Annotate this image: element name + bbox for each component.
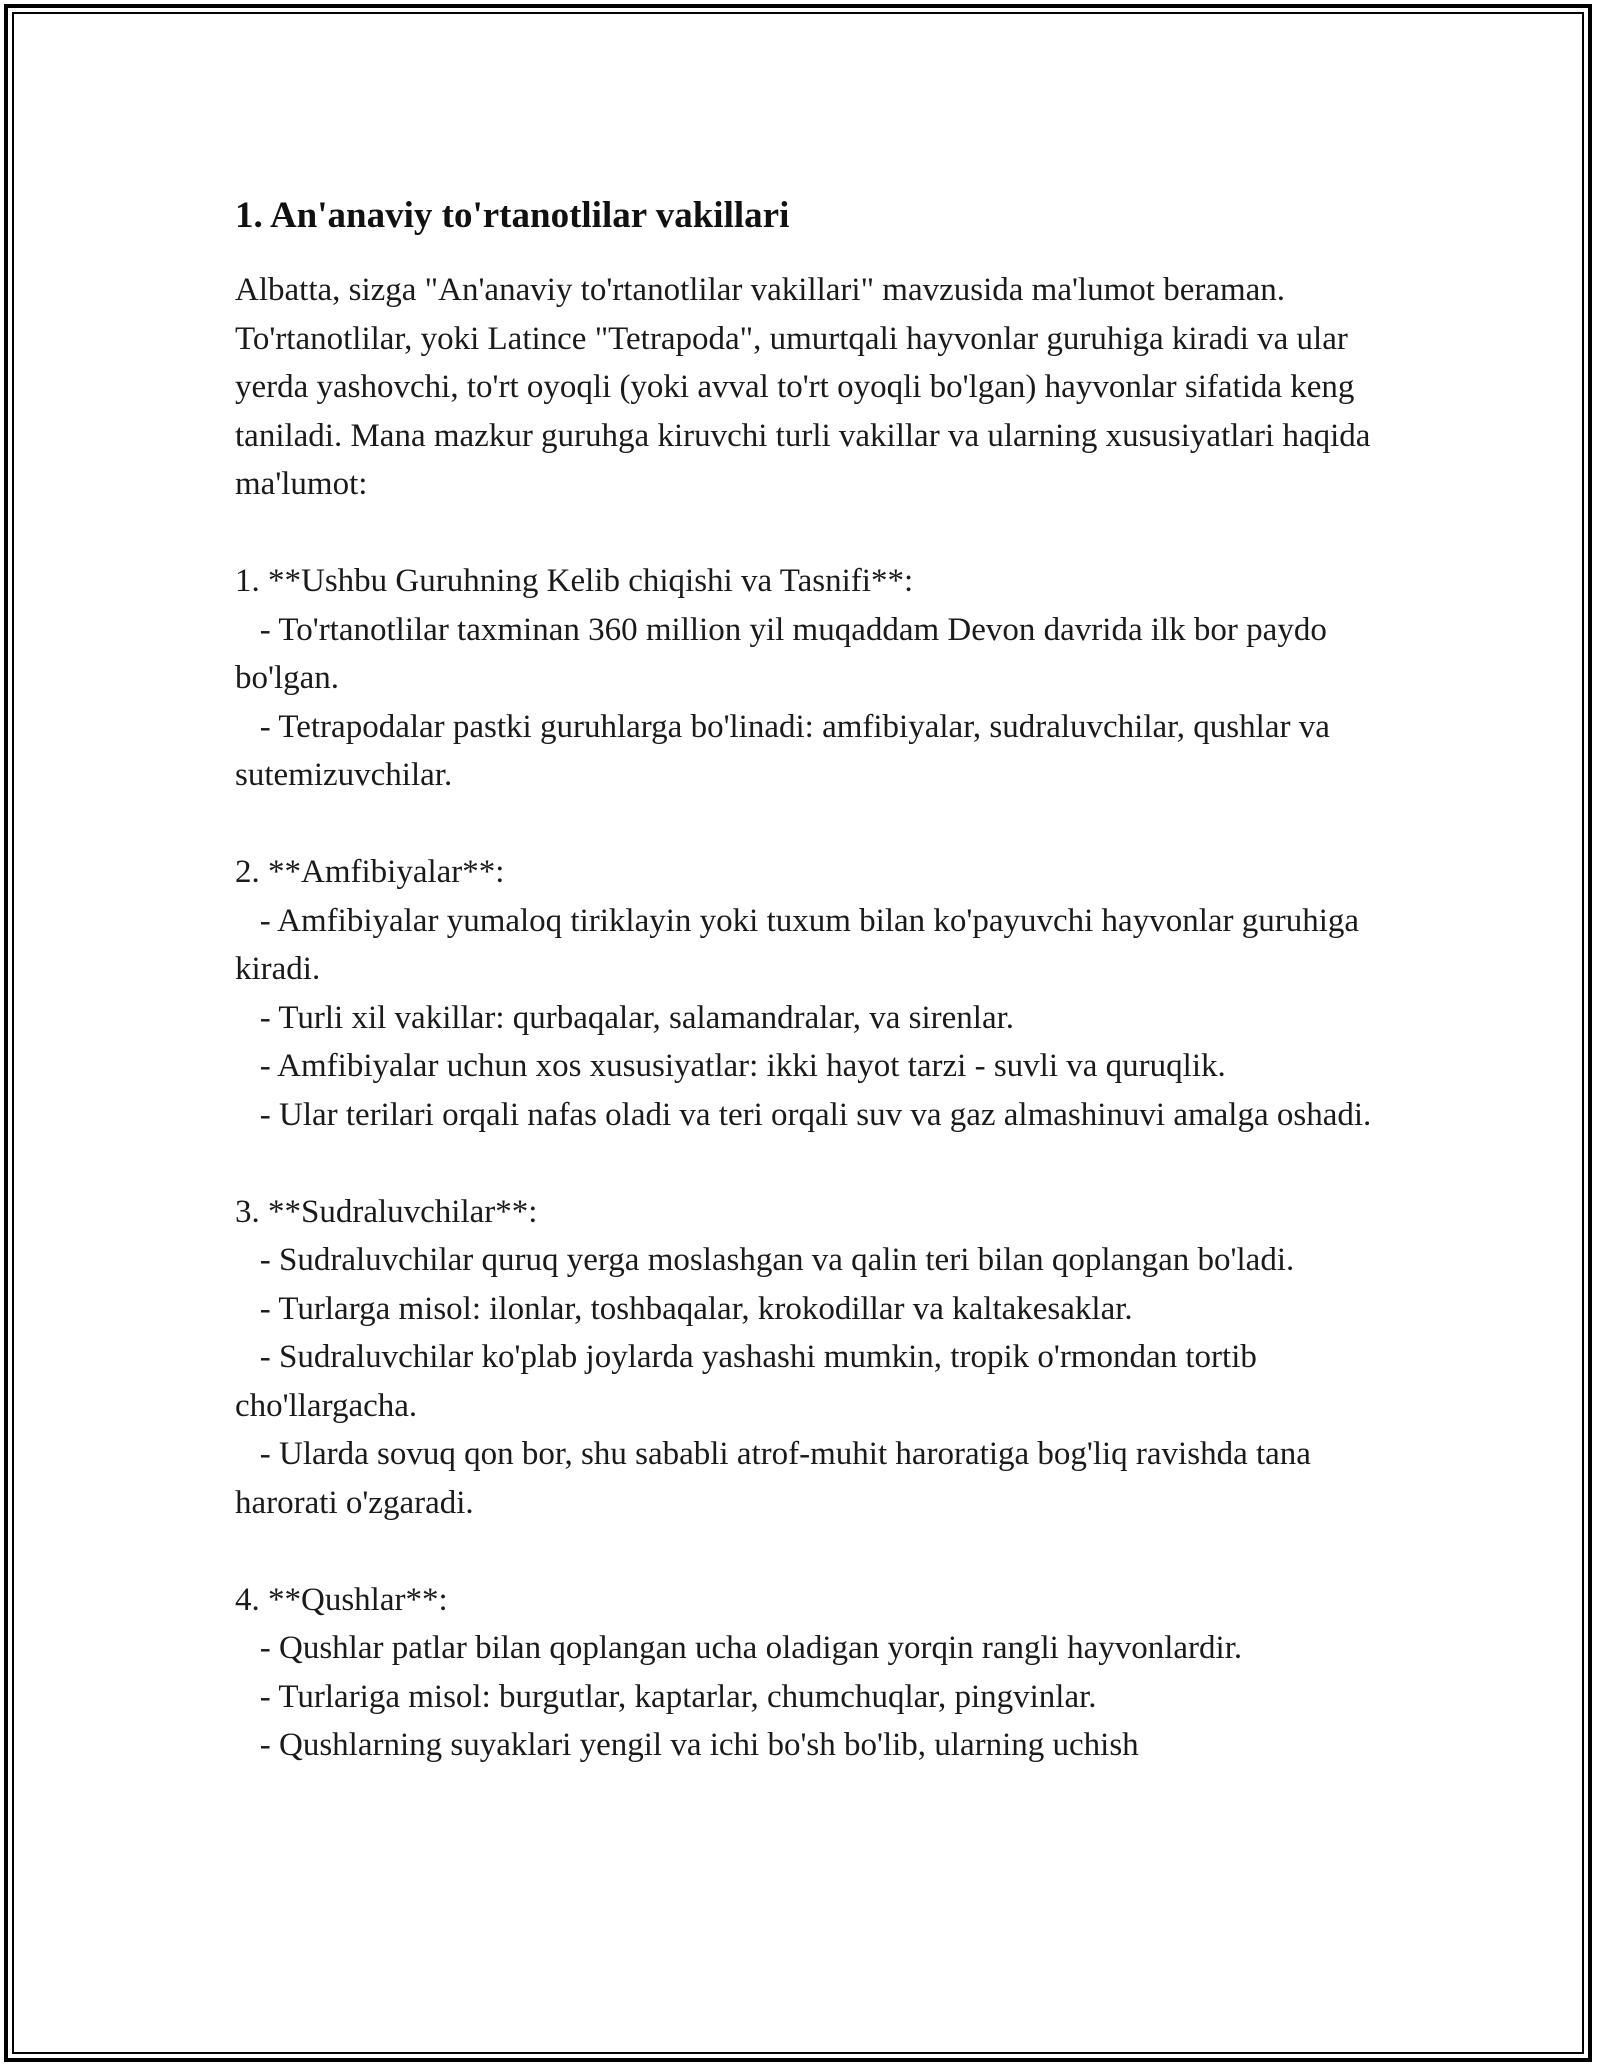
list-item: - Turlariga misol: burgutlar, kaptarlar, chumchuqlar, pingvinlar. (235, 1678, 1097, 1715)
list-item: - To'rtanotlilar taxminan 360 million yil muqaddam Devon davrida ilk bor paydo bo'lgan. (235, 611, 1336, 696)
list-item: - Turlarga misol: ilonlar, toshbaqalar, krokodillar va kaltakesaklar. (235, 1290, 1133, 1327)
section-heading: 1. **Ushbu Guruhning Kelib chiqishi va Tasnifi**: (235, 563, 914, 599)
paragraph-gap (235, 800, 1375, 849)
section-heading: 3. **Sudraluvchilar**: (235, 1193, 538, 1230)
section-birds (235, 1576, 1375, 1770)
intro-paragraph: Albatta, sizga "An'anaviy to'rtanotlilar vakillari" mavzusida ma'lumot beraman. To'rtanotlilar, yoki Latince "Tetrapoda", umurtqali hayvonlar guruhiga kiradi va ular yerda yashovchi, to'rt oyoqli (yoki avval to'rt oyoqli bo'lgan) hayvonlar sifatida keng taniladi. Mana mazkur guruhga kiruvchi turli vakillar va ularning xususiyatlari haqida ma'lumot: (235, 272, 1379, 502)
paragraph-gap (235, 509, 1375, 558)
list-item: - Amfibiyalar yumaloq tiriklayin yoki tuxum bilan ko'payuvchi hayvonlar guruhiga kiradi. (235, 902, 1368, 987)
list-item: - Amfibiyalar uchun xos xususiyatlar: ikki hayot tarzi - suvli va quruqlik. (235, 1048, 1226, 1084)
list-item: - Sudraluvchilar ko'plab joylarda yashashi mumkin, tropik o'rmondan tortib cho'llargacha. (235, 1339, 1266, 1424)
list-item: - Ular terilari orqali nafas oladi va teri orqali suv va gaz almashinuvi amalga oshadi. (235, 1096, 1372, 1133)
paragraph-gap (235, 1139, 1375, 1188)
list-item: - Qushlarning suyaklari yengil va ichi bo'sh bo'lib, ularning uchish (235, 1727, 1139, 1763)
section-heading: 4. **Qushlar**: (235, 1581, 448, 1618)
list-item: - Ularda sovuq qon bor, shu sababli atrof-muhit haroratiga bog'liq ravishda tana harorati o'zgaradi. (235, 1436, 1320, 1521)
document-title: 1. An'anaviy to'rtanotlilar vakillari (235, 195, 790, 236)
section-amphibians (235, 848, 1375, 1139)
paragraph-gap (235, 1527, 1375, 1576)
list-item: - Sudraluvchilar quruq yerga moslashgan va qalin teri bilan qoplangan bo'ladi. (235, 1242, 1295, 1278)
list-item: - Turli xil vakillar: qurbaqalar, salamandralar, va sirenlar. (235, 999, 1015, 1036)
document-body (235, 186, 1379, 1770)
list-item: - Tetrapodalar pastki guruhlarga bo'linadi: amfibiyalar, sudraluvchilar, qushlar va sutemizuvchilar. (235, 708, 1339, 793)
section-heading: 2. **Amfibiyalar**: (235, 854, 505, 890)
list-item: - Qushlar patlar bilan qoplangan ucha oladigan yorqin rangli hayvonlardir. (235, 1630, 1243, 1666)
section-origin (235, 557, 1375, 800)
section-reptiles (235, 1188, 1375, 1528)
